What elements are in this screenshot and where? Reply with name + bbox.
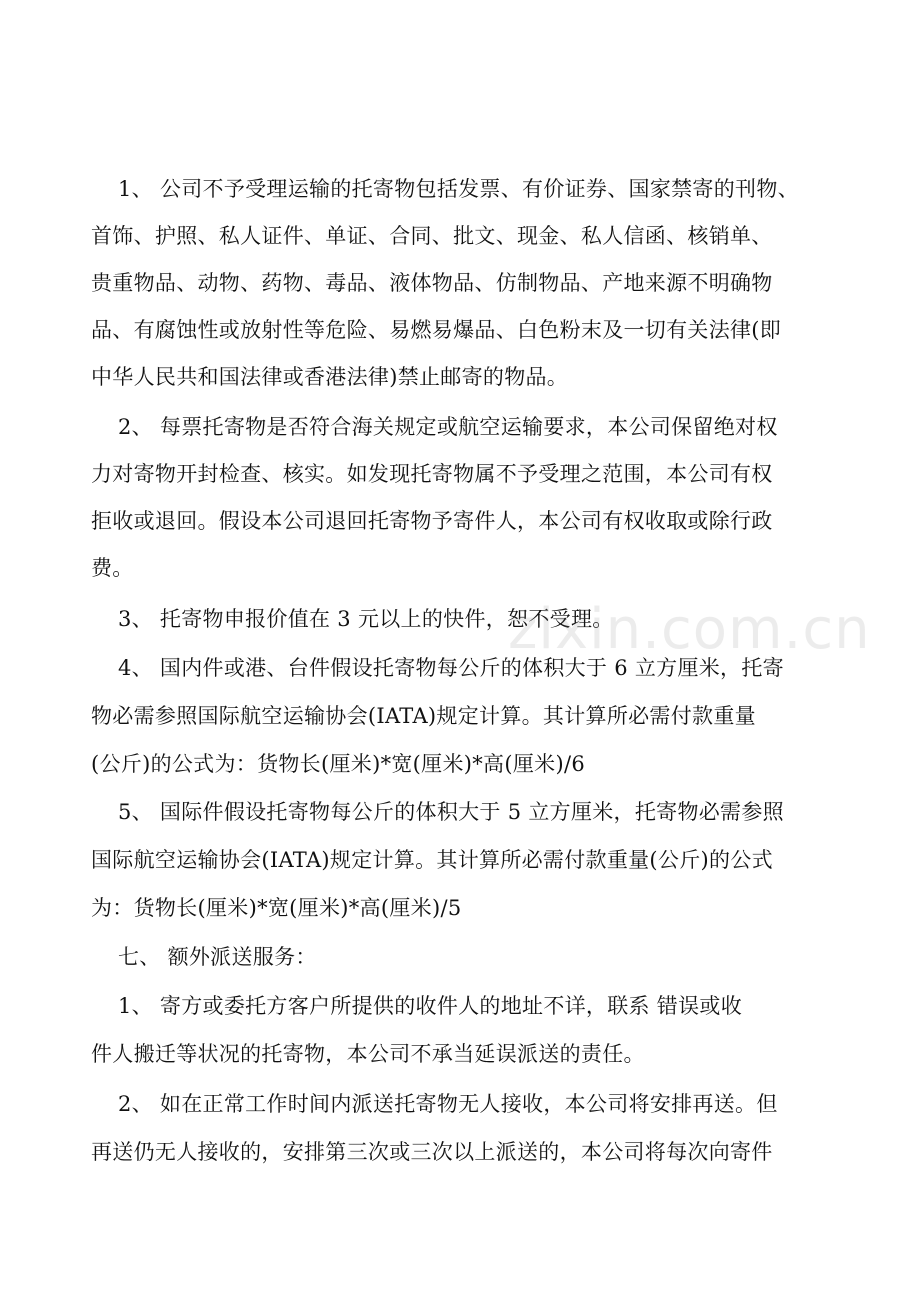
text-line: 1、 公司不予受理运输的托寄物包括发票、有价证券、国家禁寄的刊物、 (118, 177, 799, 201)
text-line: 拒收或退回。假设本公司退回托寄物予寄件人，本公司有权收取或除行政 (91, 509, 773, 533)
text-line: 2、 如在正常工作时间内派送托寄物无人接收，本公司将安排再送。但 (118, 1092, 778, 1116)
watermark: zixin.com.cn (508, 597, 871, 662)
text-line: 4、 国内件或港、台件假设托寄物每公斤的体积大于 6 立方厘米，托寄 (118, 656, 784, 680)
text-line: 国际航空运输协会(IATA)规定计算。其计算所必需付款重量(公斤)的公式 (91, 848, 773, 872)
text-line: 1、 寄方或委托方客户所提供的收件人的地址不详，联系 错误或收 (118, 994, 743, 1018)
text-line: 件人搬迁等状况的托寄物，本公司不承当延误派送的责任。 (91, 1042, 645, 1066)
text-line: 力对寄物开封检查、核实。如发现托寄物属不予受理之范围，本公司有权 (91, 462, 773, 486)
text-line: 2、 每票托寄物是否符合海关规定或航空运输要求，本公司保留绝对权 (118, 415, 778, 439)
text-line: 物必需参照国际航空运输协会(IATA)规定计算。其计算所必需付款重量 (91, 704, 756, 728)
text-line: 贵重物品、动物、药物、毒品、液体物品、仿制物品、产地来源不明确物 (91, 271, 773, 295)
text-line: 再送仍无人接收的，安排第三次或三次以上派送的，本公司将每次向寄件 (91, 1140, 773, 1164)
text-line: 首饰、护照、私人证件、单证、合同、批文、现金、私人信函、核销单、 (91, 224, 773, 248)
text-line: 5、 国际件假设托寄物每公斤的体积大于 5 立方厘米，托寄物必需参照 (118, 800, 784, 824)
text-line: 中华人民共和国法律或香港法律)禁止邮寄的物品。 (91, 365, 569, 389)
text-line: 为：货物长(厘米)*宽(厘米)*高(厘米)/5 (91, 896, 462, 920)
text-line: 费。 (91, 556, 134, 580)
text-line: (公斤)的公式为：货物长(厘米)*宽(厘米)*高(厘米)/6 (91, 752, 585, 776)
text-line: 品、有腐蚀性或放射性等危险、易燃易爆品、白色粉末及一切有关法律(即 (91, 318, 782, 342)
text-line: 3、 托寄物申报价值在 3 元以上的快件，恕不受理。 (118, 607, 614, 631)
section-title: 七、 额外派送服务： (118, 945, 317, 969)
